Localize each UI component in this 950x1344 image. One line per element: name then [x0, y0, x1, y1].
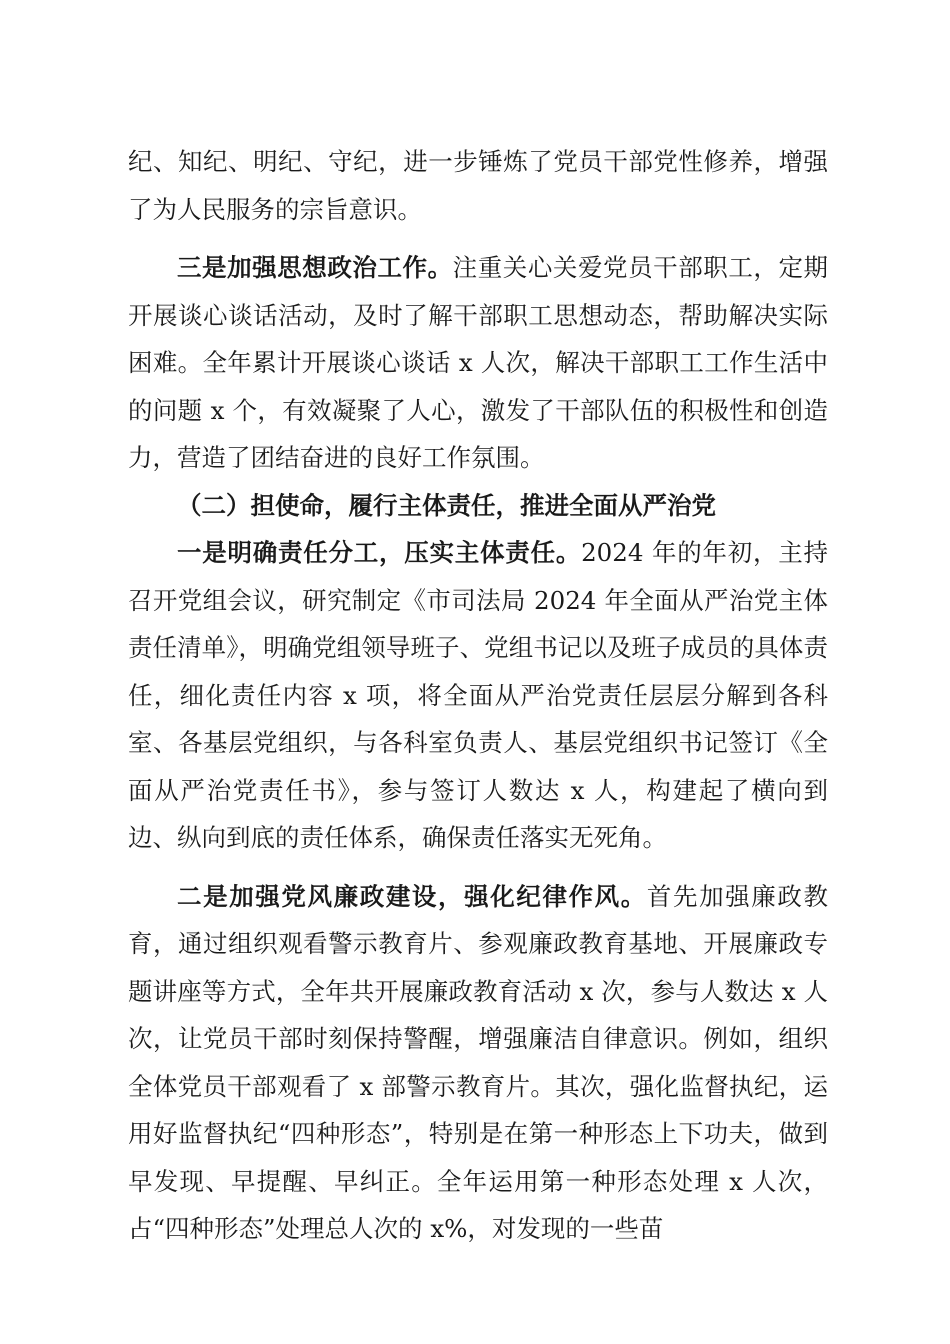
document-body: [128, 138, 828, 1264]
paragraph-ideological-work: [128, 244, 828, 482]
paragraph-clean-governance: [128, 873, 828, 1253]
section-heading: [128, 482, 828, 530]
section-heading-text: （二）担使命，履行主体责任，推进全面从严治党: [177, 490, 716, 520]
paragraph-text: 首先加强廉政教育，通过组织观看警示教育片、参观廉政教育基地、开展廉政专题讲座等方式，全年共开展廉政教育活动 x 次，参与人数达 x 人次，让党员干部时刻保持警醒，增强廉洁自律意识。例如，组织全体党员干部观看了 x 部警示教育片。其次，强化监督执纪，运用好监督执纪“四种形态”，特别是在第一种形态上下功夫，做到早发现、早提醒、早纠正。全年运用第一种形态处理 x 人次，占“四种形态”处理总人次的 x%，对发现的一些苗: [128, 881, 828, 1243]
paragraph-text: 2024 年的年初，主持召开党组会议，研究制定《市司法局 2024 年全面从严治党主体责任清单》，明确党组领导班子、党组书记以及班子成员的具体责任，细化责任内容 x 项，将全面从严治党责任层层分解到各科室、各基层党组织，与各科室负责人、基层党组织书记签订《全面从严治党责任书》，参与签订人数达 x 人，构建起了横向到边、纵向到底的责任体系，确保责任落实无死角。: [128, 538, 828, 852]
paragraph-lead: 三是加强思想政治工作。: [177, 253, 453, 282]
paragraph-text: 注重关心关爱党员干部职工，定期开展谈心谈话活动，及时了解干部职工思想动态，帮助解决实际困难。全年累计开展谈心谈话 x 人次，解决干部职工工作生活中的问题 x 个，有效凝聚了人心，激发了干部队伍的积极性和创造力，营造了团结奋进的良好工作氛围。: [128, 253, 829, 472]
paragraph-lead: 二是加强党风廉政建设，强化纪律作风。: [177, 881, 647, 911]
paragraph-lead: 一是明确责任分工，压实主体责任。: [177, 538, 582, 567]
paragraph-continuation: [128, 138, 828, 233]
paragraph-text: 纪、知纪、明纪、守纪，进一步锤炼了党员干部党性修养，增强了为人民服务的宗旨意识。: [128, 147, 828, 224]
paragraph-responsibility: [128, 529, 828, 862]
